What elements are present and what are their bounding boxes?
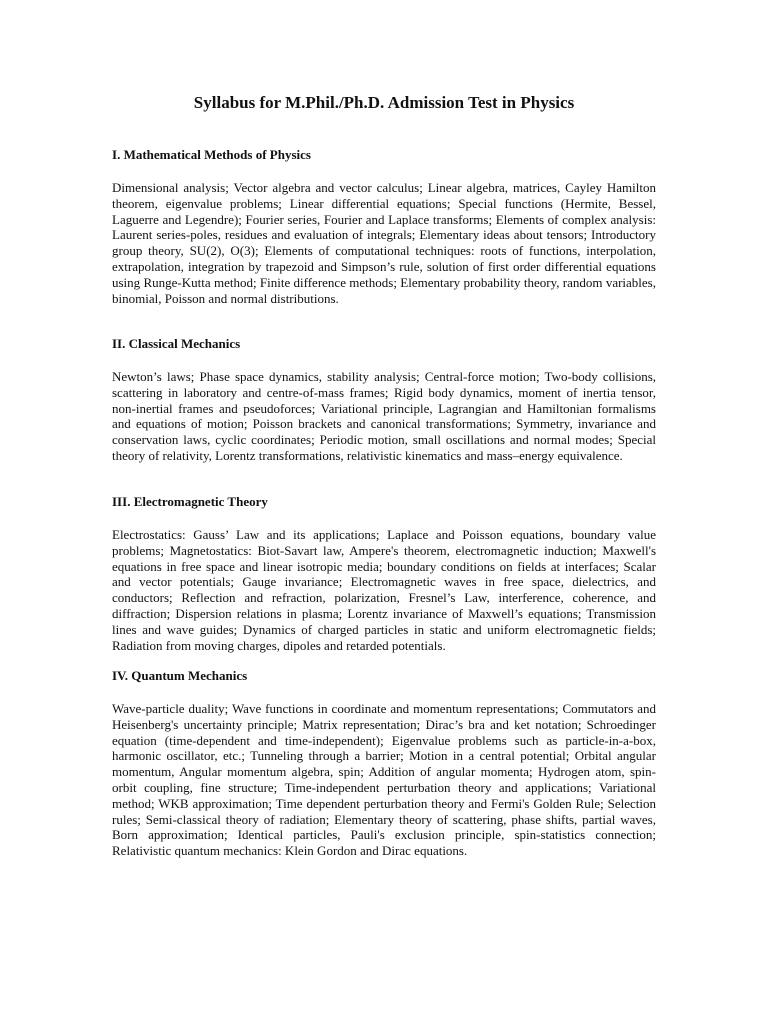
section-number: I [112,147,118,162]
section-number: IV [112,668,125,683]
section-title: Electromagnetic Theory [133,494,268,509]
section-number: II [112,336,123,351]
section-body: Newton’s laws; Phase space dynamics, stability analysis; Central-force motion; Two-body collisions, scattering in laboratory and centre-of-mass frames; Rigid body dynamics, moment of inertia tensor, non-inertial frames and pseudoforces; Variational principle, Lagrangian and Hamiltonian formalisms and equations of motion; Poisson brackets and canonical transformations; Symmetry, invariance and conservation laws, cyclic coordinates; Periodic motion, small oscillations and normal modes; Special theory of relativity, Lorentz transformations, relativistic kinematics and mass–energy equivalence. [112,369,656,463]
section-body: Electrostatics: Gauss’ Law and its applications; Laplace and Poisson equations, boundary value problems; Magnetostatics: Biot-Savart law, Ampere's theorem, electromagnetic induction; Maxwell's equations in free space and linear isotropic media; boundary conditions on fields at interfaces; Scalar and vector potentials; Gauge invariance; Electromagnetic waves in free space, dielectrics, and conductors; Reflection and refraction, polarization, Fresnel’s Law, interference, coherence, and diffraction; Dispersion relations in plasma; Lorentz invariance of Maxwell’s equations; Transmission lines and wave guides; Dynamics of charged particles in static and uniform electromagnetic fields; Radiation from moving charges, dipoles and retarded potentials. [112,527,656,653]
section-body: Dimensional analysis; Vector algebra and vector calculus; Linear algebra, matrices, Cayley Hamilton theorem, eigenvalue problems; Linear differential equations; Special functions (Hermite, Bessel, Laguerre and Legendre); Fourier series, Fourier and Laplace transforms; Elements of complex analysis: Laurent series-poles, residues and evaluation of integrals; Elementary ideas about tensors; Introductory group theory, SU(2), O(3); Elements of computational techniques: roots of functions, interpolation, extrapolation, integration by trapezoid and Simpson’s rule, solution of first order differential equations using Runge-Kutta method; Finite difference methods; Elementary probability theory, random variables, binomial, Poisson and normal distributions. [112,180,656,306]
section-electromagnetic-theory [112,494,656,653]
section-quantum-mechanics [112,668,656,859]
section-number-separator: . [117,147,124,162]
section-classical-mechanics [112,336,656,464]
section-title: Mathematical Methods of Physics [123,147,311,162]
section-mathematical-methods [112,147,656,306]
section-title: Classical Mechanics [128,336,241,351]
section-number-separator: . [124,668,132,683]
section-body: Wave-particle duality; Wave functions in coordinate and momentum representations; Commutators and Heisenberg's uncertainty principle; Matrix representation; Dirac’s bra and ket notation; Schroedinger equation (time-dependent and time-independent); Eigenvalue problems such as particle-in-a-box, harmonic oscillator, etc.; Tunneling through a barrier; Motion in a central potential; Orbital angular momentum, Angular momentum algebra, spin; Addition of angular momenta; Hydrogen atom, spin-orbit coupling, fine structure; Time-independent perturbation theory and applications; Variational method; WKB approximation; Time dependent perturbation theory and Fermi's Golden Rule; Selection rules; Semi-classical theory of radiation; Elementary theory of scattering, phase shifts, partial waves, Born approximation; Identical particles, Pauli's exclusion principle, spin-statistics connection; Relativistic quantum mechanics: Klein Gordon and Dirac equations. [112,701,656,859]
section-heading [112,494,656,510]
section-heading [112,147,656,163]
section-title: Quantum Mechanics [131,668,248,683]
section-number-separator: . [127,494,134,509]
section-number-separator: . [122,336,129,351]
section-heading [112,336,656,352]
section-number: III [112,494,128,509]
document-title: Syllabus for M.Phil./Ph.D. Admission Test in Physics [193,93,575,112]
section-heading [112,668,656,684]
